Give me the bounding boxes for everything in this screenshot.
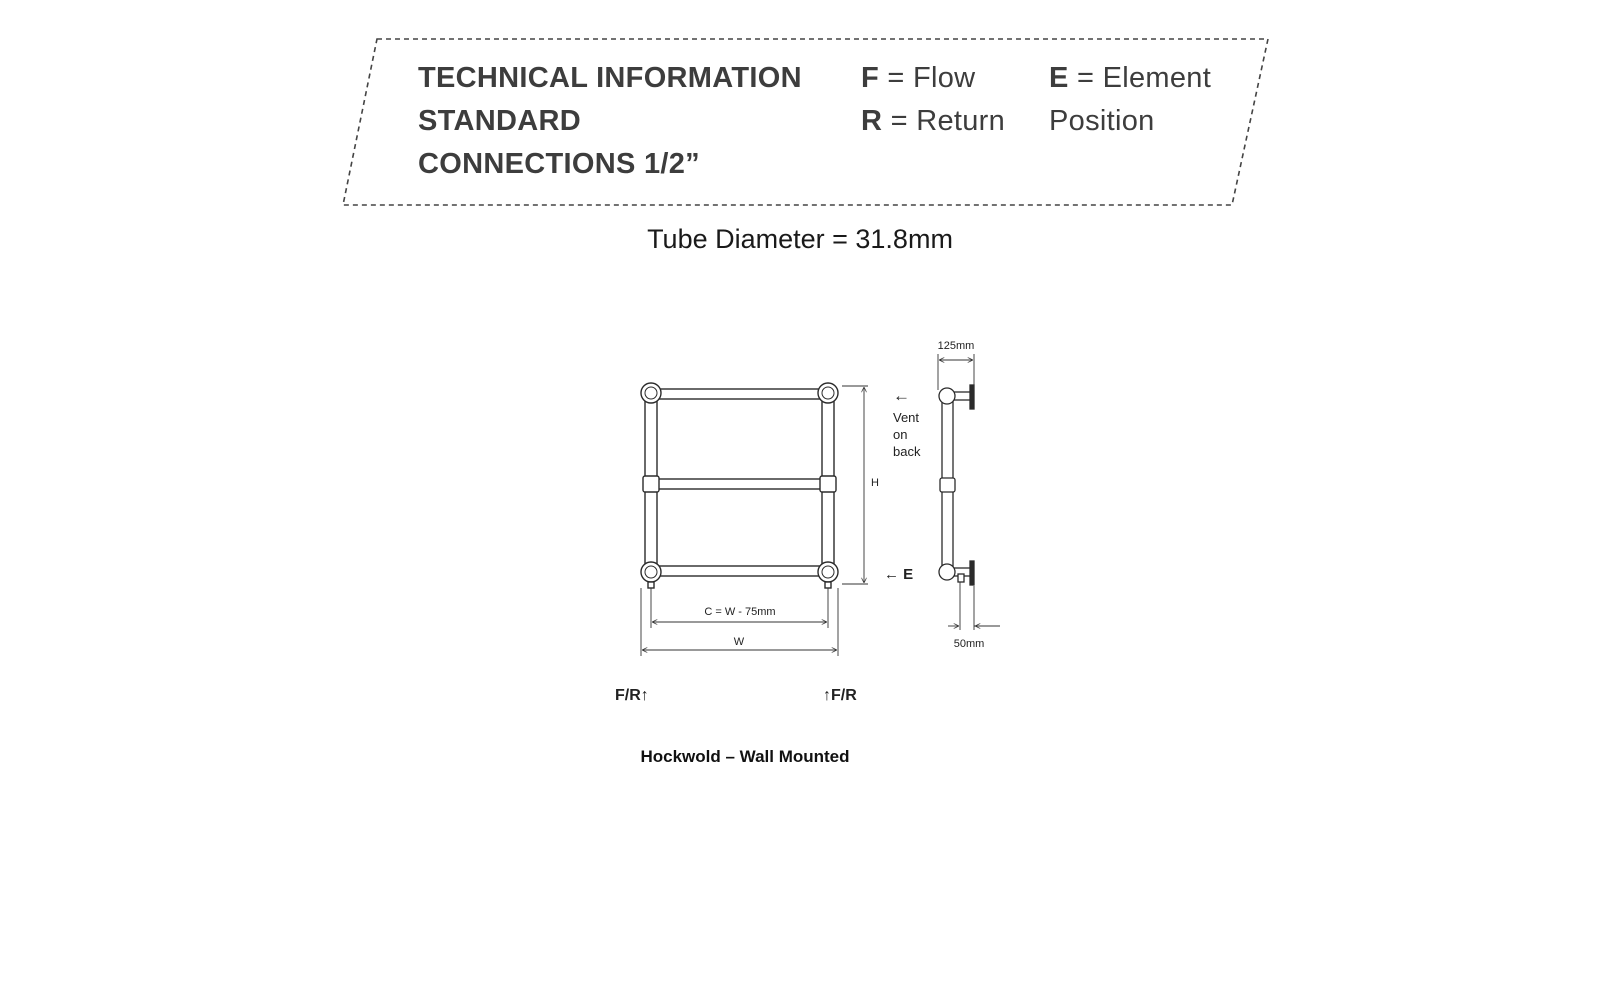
title-line-2: STANDARD (418, 105, 581, 137)
offset-dimension (948, 582, 1000, 630)
element-label: ← E (884, 566, 914, 583)
middle-left-collar (643, 476, 659, 492)
left-valve-tail (648, 582, 654, 588)
legend-flow-key: F (861, 62, 880, 94)
left-connection-label: F/R↑ (615, 687, 649, 704)
drawing-caption: Hockwold – Wall Mounted (640, 747, 850, 766)
tube-diameter-label: Tube Diameter = 31.8mm (647, 224, 953, 254)
side-view (939, 385, 974, 585)
middle-right-collar (820, 476, 836, 492)
legend-element-label: Element (1102, 62, 1212, 94)
bottom-rail (657, 566, 822, 576)
right-valve-tail (825, 582, 831, 588)
front-view (641, 383, 838, 588)
legend-element-key: E (1049, 62, 1069, 94)
legend-flow-separator: = (879, 62, 913, 94)
bottom-right-cap (818, 562, 838, 582)
top-rail (657, 389, 822, 399)
vent-label-line-2: on (893, 427, 908, 442)
offset-label: 50mm (953, 638, 985, 650)
legend-flow-label: Flow (912, 62, 976, 94)
title-line-3: CONNECTIONS 1/2” (418, 148, 700, 180)
bottom-left-cap (641, 562, 661, 582)
depth-label: 125mm (937, 340, 975, 352)
legend-position-label: Position (1049, 105, 1155, 137)
vent-arrow: ← (893, 386, 910, 405)
side-middle-collar (940, 478, 955, 492)
right-connection-label: ↑F/R (823, 687, 857, 704)
width-label: W (733, 636, 745, 648)
side-top-cap (939, 388, 955, 404)
height-label: H (871, 477, 879, 489)
top-left-cap (641, 383, 661, 403)
vent-label-line-1: Vent (893, 410, 920, 425)
legend-return-separator: = (882, 105, 917, 137)
legend-return-label: Return (916, 105, 1006, 137)
legend-element-separator: = (1068, 62, 1103, 94)
height-dimension (842, 386, 868, 584)
title-line-1: TECHNICAL INFORMATION (418, 62, 802, 94)
top-right-cap (818, 383, 838, 403)
legend-return-key: R (861, 105, 883, 137)
middle-rail (657, 479, 822, 489)
vent-label-line-3: back (893, 444, 921, 459)
depth-dimension (938, 354, 974, 390)
side-bottom-cap (939, 564, 955, 580)
side-valve (958, 574, 964, 582)
centres-label: C = W - 75mm (704, 606, 776, 618)
